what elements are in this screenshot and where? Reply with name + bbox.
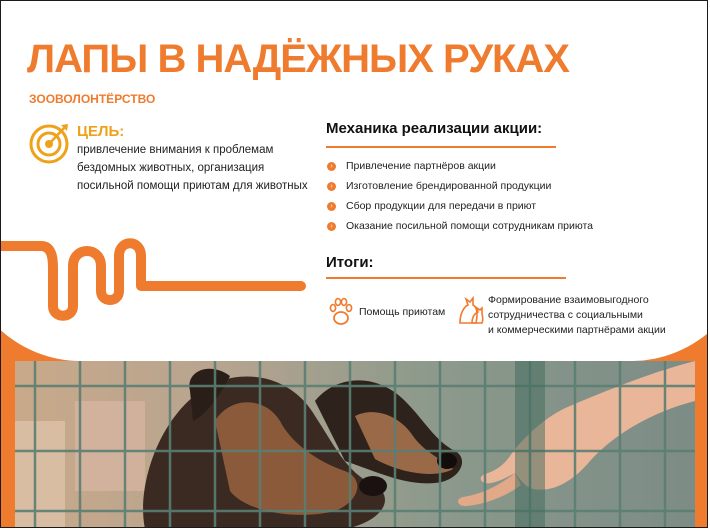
chevron-right-icon: › [327,162,336,171]
mechanics-item-text: Сбор продукции для передачи в приют [346,200,537,212]
mechanics-underline [326,146,556,148]
dog-cat-icon [456,293,484,327]
chevron-right-icon: › [327,202,336,211]
chevron-right-icon: › [327,182,336,191]
result-text: Помощь приютам [359,306,446,318]
list-item [327,156,593,176]
list-item [327,196,593,216]
slide-title: ЛАПЫ В НАДЁЖНЫХ РУКАХ [27,37,569,81]
slide-subtitle: ЗООВОЛОНТЁРСТВО [29,92,156,106]
paw-print-icon [327,294,355,328]
mechanics-title: Механика реализации акции: [326,120,543,137]
goal-line: привлечение внимания к проблемам [77,144,274,156]
wavy-line-decoration [1,231,321,331]
results-title: Итоги: [326,254,374,271]
results-underline [326,277,566,279]
result-text [488,293,666,338]
chevron-right-icon: › [327,222,336,231]
mechanics-item-text: Изготовление брендированной продукции [346,180,552,192]
goal-description [77,141,317,195]
result-line: Формирование взаимовыгодного [488,294,649,306]
mechanics-item-text: Привлечение партнёров акции [346,160,496,172]
result-line: сотрудничества с социальными [488,309,643,321]
result-line: и коммерческими партнёрами акции [488,324,666,336]
goal-heading: ЦЕЛЬ: [77,123,125,140]
dogs-behind-fence-photo [15,361,695,528]
list-item [327,216,593,236]
mechanics-item-text: Оказание посильной помощи сотрудникам приюта [346,220,594,232]
mechanics-list [327,156,593,236]
goal-line: посильной помощи приютам для животных [77,180,308,192]
goal-line: бездомных животных, организация [77,162,265,174]
target-icon [27,121,71,165]
list-item [327,176,593,196]
